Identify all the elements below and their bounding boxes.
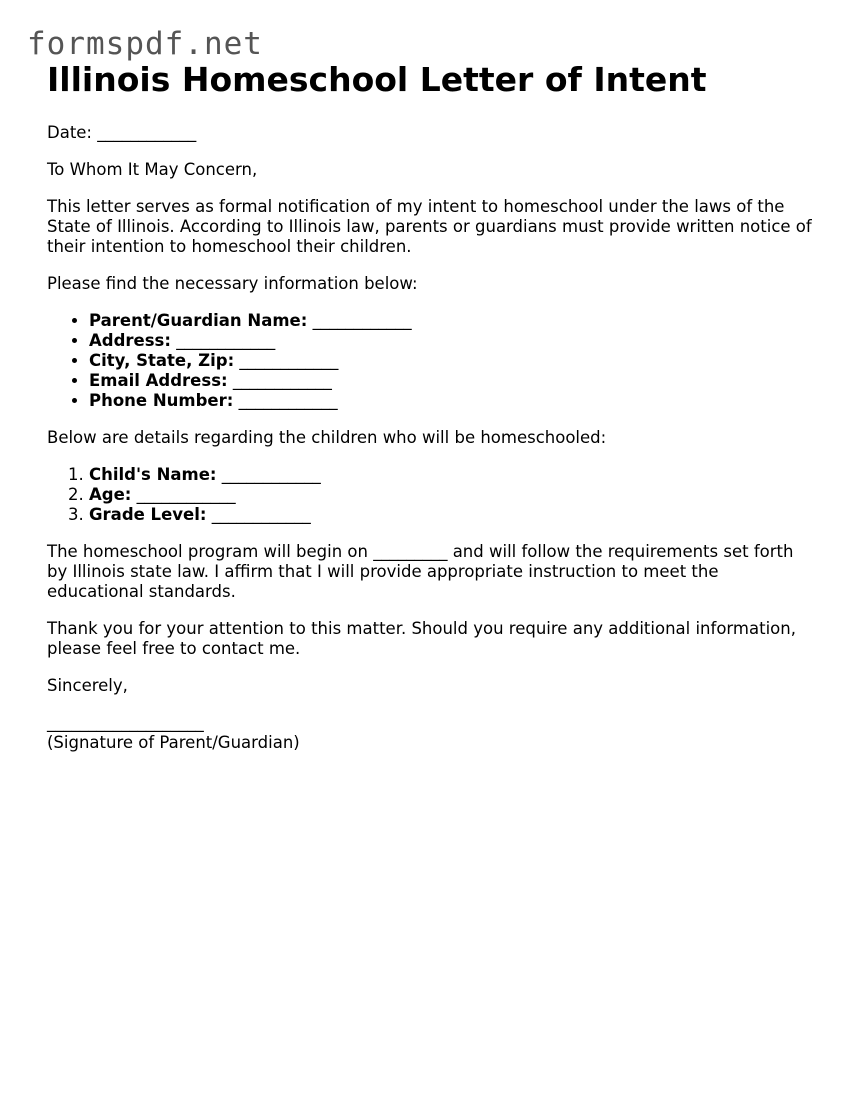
field-label: Phone Number: — [89, 391, 234, 410]
field-label: City, State, Zip: — [89, 351, 235, 370]
list-item-age — [89, 485, 817, 505]
list-item-grade-level — [89, 505, 817, 525]
children-intro: Below are details regarding the children who will be homeschooled: — [47, 428, 607, 447]
salutation: To Whom It May Concern, — [47, 160, 258, 179]
signature-line: ___________________ — [47, 713, 204, 732]
closing: Sincerely, — [47, 676, 128, 695]
field-blank: ____________ — [170, 331, 276, 350]
info-intro: Please find the necessary information below: — [47, 274, 418, 293]
parent-info-list — [47, 311, 817, 411]
list-item-email — [89, 371, 817, 391]
list-item-parent-name — [89, 311, 817, 331]
field-label: Address: — [89, 331, 171, 350]
field-blank: ____________ — [227, 371, 332, 390]
field-blank: ____________ — [206, 505, 311, 524]
field-blank: ____________ — [216, 465, 321, 484]
signature-caption: (Signature of Parent/Guardian) — [47, 733, 300, 752]
child-info-list — [47, 465, 817, 525]
list-item-phone — [89, 391, 817, 411]
letter-body — [47, 58, 817, 753]
field-label: Child's Name: — [89, 465, 217, 484]
watermark: formspdf.net — [27, 26, 263, 62]
field-blank: ____________ — [234, 351, 339, 370]
field-blank: ____________ — [131, 485, 236, 504]
field-label: Parent/Guardian Name: — [89, 311, 308, 330]
page-title: Illinois Homeschool Letter of Intent — [47, 60, 707, 99]
list-item-child-name — [89, 465, 817, 485]
field-label: Email Address: — [89, 371, 228, 390]
list-item-city-state-zip — [89, 351, 817, 371]
thanks-paragraph: Thank you for your attention to this matter. Should you require any additional information, please feel free to contact me. — [47, 619, 796, 658]
list-item-address — [89, 331, 817, 351]
field-label: Grade Level: — [89, 505, 207, 524]
notice-paragraph: This letter serves as formal notification of my intent to homeschool under the laws of the State of Illinois. According to Illinois law, parents or guardians must provide written notice of their intention to homeschool their children. — [47, 197, 812, 256]
date-field: Date: ____________ — [47, 123, 197, 142]
program-paragraph: The homeschool program will begin on _________ and will follow the requirements set forth by Illinois state law. I affirm that I will provide appropriate instruction to meet the educational standards. — [47, 542, 794, 601]
field-label: Age: — [89, 485, 132, 504]
field-blank: ____________ — [307, 311, 412, 330]
field-blank: ____________ — [233, 391, 338, 410]
